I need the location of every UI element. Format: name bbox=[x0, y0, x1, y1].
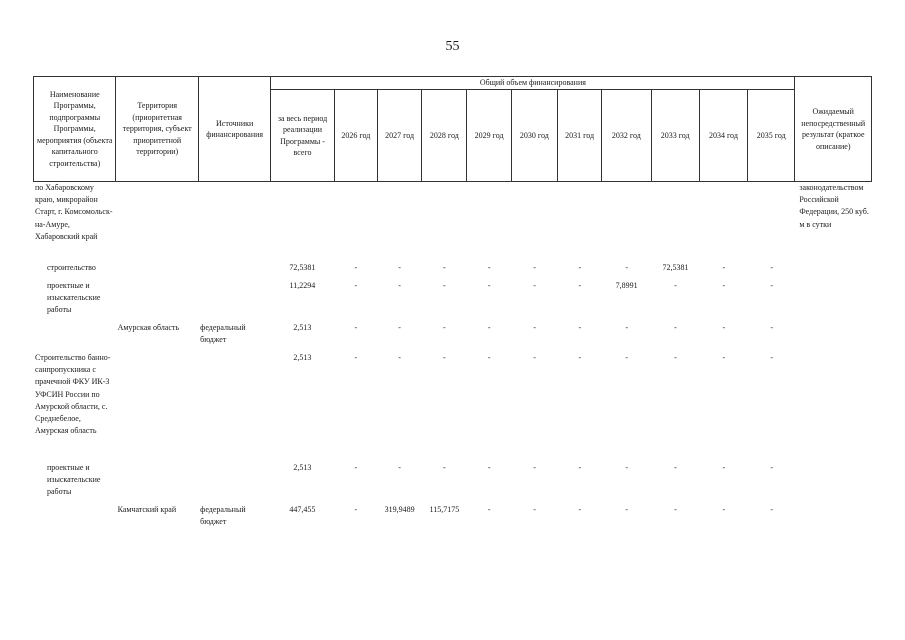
row-year-cell: - bbox=[674, 281, 677, 290]
row-year-cell: - bbox=[770, 463, 774, 472]
row-year-cell: - bbox=[487, 505, 491, 514]
row-name-cell: проектные и изыскательские работы bbox=[47, 463, 101, 497]
row-year-cell: 72,5381 bbox=[662, 263, 689, 272]
row-territory-cell bbox=[116, 352, 199, 462]
table-row bbox=[33, 352, 872, 462]
row-year-cell bbox=[422, 182, 467, 262]
row-year-cell: - bbox=[354, 263, 358, 272]
row-name-cell bbox=[33, 322, 116, 352]
row-expected-cell: законодательством Российской Федерации, 250 куб. м в сутки bbox=[799, 183, 869, 229]
header-name: Наименование Программы, подпрограммы Программы, мероприятия (объекта капитального строительства) bbox=[34, 77, 116, 182]
row-year-cell: - bbox=[354, 353, 358, 362]
header-year: 2026 год bbox=[334, 90, 377, 182]
row-year-cell: - bbox=[578, 505, 582, 514]
row-year-cell: - bbox=[722, 505, 726, 514]
row-year-cell: - bbox=[578, 281, 582, 290]
row-year-cell: - bbox=[443, 263, 446, 272]
row-total-cell: 72,5381 bbox=[289, 263, 316, 272]
row-territory-cell: Амурская область bbox=[117, 323, 180, 332]
row-year-cell: - bbox=[722, 353, 726, 362]
header-year: 2035 год bbox=[748, 90, 795, 182]
row-year-cell: - bbox=[625, 463, 628, 472]
row-year-cell: - bbox=[398, 281, 401, 290]
row-source-cell bbox=[198, 262, 271, 280]
row-year-cell: - bbox=[533, 353, 536, 362]
row-year-cell: - bbox=[398, 463, 401, 472]
row-name-cell: проектные и изыскательские работы bbox=[47, 281, 101, 315]
row-year-cell: - bbox=[443, 323, 446, 332]
row-year-cell: - bbox=[487, 463, 491, 472]
row-year-cell bbox=[334, 182, 377, 262]
row-year-cell bbox=[558, 182, 602, 262]
row-year-cell bbox=[700, 182, 748, 262]
row-name-cell: строительство bbox=[47, 263, 96, 272]
header-year: 2030 год bbox=[511, 90, 557, 182]
row-total-cell bbox=[271, 182, 334, 262]
row-name-cell: по Хабаровскому краю, микрорайон Старт, г. Комсомольск-на-Амуре, Хабаровский край bbox=[35, 183, 113, 241]
header-source: Источники финансирования bbox=[198, 77, 270, 182]
data-table bbox=[33, 182, 872, 534]
row-year-cell: - bbox=[487, 263, 491, 272]
row-year-cell bbox=[651, 182, 699, 262]
header-year: 2032 год bbox=[602, 90, 651, 182]
row-year-cell: - bbox=[578, 323, 582, 332]
row-year-cell: - bbox=[533, 263, 536, 272]
row-year-cell: - bbox=[443, 463, 446, 472]
row-year-cell: - bbox=[625, 263, 628, 272]
row-year-cell: - bbox=[625, 353, 628, 362]
row-year-cell: 115,7175 bbox=[429, 505, 460, 514]
header-total-group: Общий объем финансирования bbox=[271, 77, 795, 90]
row-source-cell: федеральный бюджет bbox=[200, 323, 246, 345]
table-row bbox=[33, 262, 872, 280]
row-year-cell: - bbox=[578, 263, 582, 272]
row-source-cell bbox=[198, 182, 271, 262]
row-source-cell bbox=[198, 462, 271, 504]
row-total-cell: 2,513 bbox=[293, 463, 312, 472]
header-year: 2034 год bbox=[699, 90, 747, 182]
row-year-cell: - bbox=[533, 323, 536, 332]
row-year-cell: - bbox=[443, 353, 446, 362]
row-year-cell: - bbox=[722, 463, 726, 472]
header-total: за весь период реализации Программы - всего bbox=[271, 90, 334, 182]
row-year-cell: - bbox=[354, 505, 358, 514]
page-number: 55 bbox=[445, 39, 460, 54]
row-year-cell: - bbox=[487, 353, 491, 362]
row-year-cell: - bbox=[354, 463, 358, 472]
row-year-cell: 319,9489 bbox=[384, 505, 415, 514]
row-expected-cell bbox=[795, 462, 872, 504]
row-year-cell: - bbox=[578, 463, 582, 472]
row-year-cell: - bbox=[770, 505, 774, 514]
header-year: 2033 год bbox=[651, 90, 699, 182]
header-year: 2028 год bbox=[422, 90, 467, 182]
row-year-cell: - bbox=[770, 323, 774, 332]
row-total-cell: 447,455 bbox=[289, 505, 316, 514]
table-row bbox=[33, 462, 872, 504]
table-header bbox=[33, 76, 872, 182]
row-year-cell: - bbox=[398, 263, 401, 272]
row-year-cell: - bbox=[354, 323, 358, 332]
table-row bbox=[33, 280, 872, 322]
row-year-cell: - bbox=[578, 353, 582, 362]
row-year-cell: - bbox=[770, 263, 774, 272]
row-territory-cell bbox=[116, 462, 199, 504]
row-year-cell bbox=[602, 182, 651, 262]
row-total-cell: 11,2294 bbox=[289, 281, 316, 290]
row-year-cell: - bbox=[487, 281, 491, 290]
table-row bbox=[33, 322, 872, 352]
row-source-cell: федеральный бюджет bbox=[200, 505, 246, 527]
header-year: 2029 год bbox=[467, 90, 511, 182]
row-year-cell: 7,8991 bbox=[615, 281, 638, 290]
row-expected-cell bbox=[795, 504, 872, 534]
row-name-cell: Строительство банно-санпропускника с прачечной ФКУ ИК-3 УФСИН России по Амурской области, с. Среднебелое, Амурская область bbox=[35, 353, 111, 436]
row-expected-cell bbox=[795, 262, 872, 280]
row-year-cell: - bbox=[625, 505, 628, 514]
row-source-cell bbox=[198, 352, 271, 462]
row-name-cell bbox=[33, 504, 116, 534]
row-territory-cell bbox=[116, 182, 199, 262]
row-expected-cell bbox=[795, 352, 872, 462]
row-year-cell: - bbox=[674, 463, 677, 472]
row-territory-cell: Камчатский край bbox=[117, 505, 177, 514]
row-year-cell: - bbox=[770, 281, 774, 290]
row-total-cell: 2,513 bbox=[293, 323, 312, 332]
row-year-cell: - bbox=[674, 323, 677, 332]
row-year-cell: - bbox=[722, 281, 726, 290]
table-row bbox=[33, 182, 872, 262]
row-year-cell: - bbox=[443, 281, 446, 290]
row-year-cell: - bbox=[398, 323, 401, 332]
row-year-cell: - bbox=[722, 323, 726, 332]
row-year-cell: - bbox=[625, 323, 628, 332]
row-year-cell: - bbox=[770, 353, 774, 362]
row-total-cell: 2,513 bbox=[293, 353, 312, 362]
header-expected: Ожидаемый непосредственный результат (краткое описание) bbox=[795, 77, 872, 182]
row-year-cell: - bbox=[487, 323, 491, 332]
row-year-cell bbox=[511, 182, 557, 262]
header-year: 2031 год bbox=[557, 90, 601, 182]
header-territory: Территория (приоритетная территория, субъект приоритетной территории) bbox=[116, 77, 198, 182]
row-year-cell: - bbox=[533, 463, 536, 472]
row-year-cell bbox=[377, 182, 421, 262]
row-year-cell: - bbox=[533, 281, 536, 290]
header-year: 2027 год bbox=[377, 90, 421, 182]
table-row bbox=[33, 504, 872, 534]
row-source-cell bbox=[198, 280, 271, 322]
row-expected-cell bbox=[795, 280, 872, 322]
row-territory-cell bbox=[116, 262, 199, 280]
row-year-cell bbox=[467, 182, 511, 262]
row-territory-cell bbox=[116, 280, 199, 322]
row-year-cell: - bbox=[674, 505, 677, 514]
row-year-cell: - bbox=[354, 281, 358, 290]
row-year-cell: - bbox=[533, 505, 536, 514]
row-year-cell: - bbox=[674, 353, 677, 362]
row-expected-cell bbox=[795, 322, 872, 352]
row-year-cell: - bbox=[398, 353, 401, 362]
row-year-cell: - bbox=[722, 263, 726, 272]
row-year-cell bbox=[748, 182, 795, 262]
